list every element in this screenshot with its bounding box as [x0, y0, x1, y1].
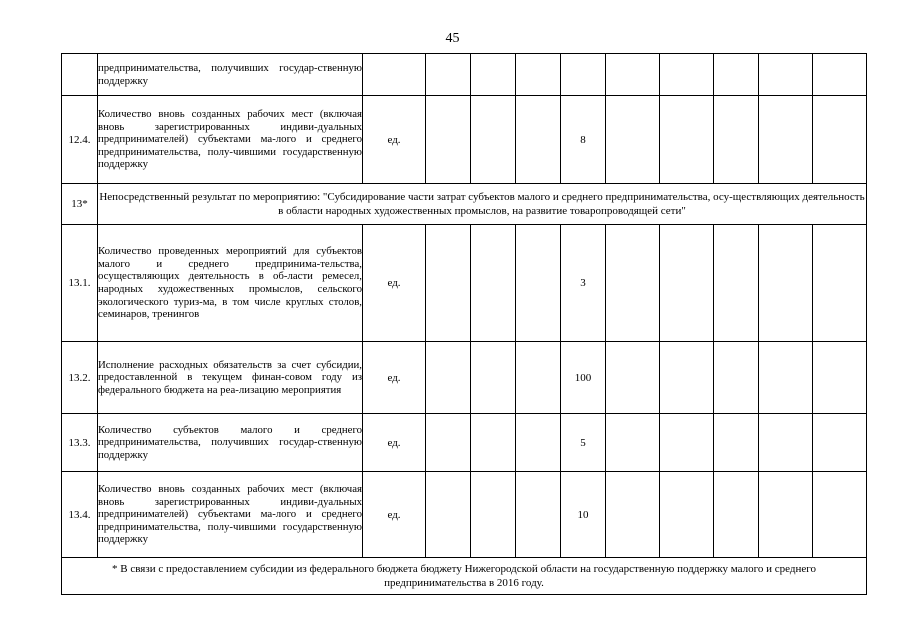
empty-cell [759, 472, 813, 558]
empty-cell [660, 342, 714, 414]
unit-cell: ед. [363, 96, 426, 184]
row-number: 12.4. [62, 96, 98, 184]
empty-cell [606, 54, 660, 96]
empty-cell [813, 472, 867, 558]
empty-cell [759, 414, 813, 472]
empty-cell [426, 225, 471, 342]
empty-cell [606, 225, 660, 342]
empty-cell [714, 54, 759, 96]
indicator-description: Исполнение расходных обязательств за счет субсидии, предоставленной в текущем финан-совом году из федерального бюджета на реа-лизацию мероприятия [98, 342, 363, 414]
indicator-description: Количество проведенных мероприятий для субъектов малого и среднего предпринима-тельства, осуществляющих деятельность в об-ласти ремесел, народных художественных промыслов, сельского экологического туриз-ма, в том числе круглых столов, семинаров, тренингов [98, 225, 363, 342]
empty-cell [426, 414, 471, 472]
value-cell: 5 [561, 414, 606, 472]
empty-cell [471, 342, 516, 414]
table-row [62, 96, 867, 184]
empty-cell [606, 472, 660, 558]
empty-cell [426, 54, 471, 96]
table-row [62, 472, 867, 558]
row-number: 13* [62, 184, 98, 225]
empty-cell [660, 472, 714, 558]
section-heading-text: Непосредственный результат по мероприятию: "Субсидирование части затрат субъектов малого и среднего предпринимательства, осу-ществляющих деятельность в области народных художественных промыслов, на развитие товаропроводящей сети" [98, 184, 867, 225]
unit-cell [363, 54, 426, 96]
empty-cell [759, 225, 813, 342]
unit-cell: ед. [363, 414, 426, 472]
empty-cell [516, 472, 561, 558]
row-number: 13.1. [62, 225, 98, 342]
value-cell: 8 [561, 96, 606, 184]
value-cell: 3 [561, 225, 606, 342]
section-heading-row [62, 184, 867, 225]
indicator-description: Количество вновь созданных рабочих мест (включая вновь зарегистрированных индиви-дуальных предпринимателей) субъектами ма-лого и среднего предпринимательства, полу-чившими государственную поддержку [98, 96, 363, 184]
indicator-description: Количество вновь созданных рабочих мест (включая вновь зарегистрированных индиви-дуальных предпринимателей) субъектами ма-лого и среднего предпринимательства, полу-чившими государственную поддержку [98, 472, 363, 558]
page-number: 45 [445, 31, 460, 46]
empty-cell [660, 96, 714, 184]
empty-cell [813, 414, 867, 472]
empty-cell [471, 96, 516, 184]
empty-cell [660, 225, 714, 342]
unit-cell: ед. [363, 472, 426, 558]
empty-cell [813, 54, 867, 96]
table-row [62, 342, 867, 414]
empty-cell [714, 472, 759, 558]
empty-cell [813, 96, 867, 184]
indicator-description: Количество субъектов малого и среднего предпринимательства, получивших государ-ственную поддержку [98, 414, 363, 472]
table-body [62, 54, 867, 558]
row-number: 13.3. [62, 414, 98, 472]
empty-cell [606, 96, 660, 184]
empty-cell [714, 342, 759, 414]
footnote-row [62, 558, 867, 595]
empty-cell [660, 414, 714, 472]
value-cell [561, 54, 606, 96]
row-number [62, 54, 98, 96]
empty-cell [606, 342, 660, 414]
empty-cell [471, 472, 516, 558]
empty-cell [471, 54, 516, 96]
empty-cell [606, 414, 660, 472]
empty-cell [813, 225, 867, 342]
empty-cell [471, 225, 516, 342]
table-row [62, 225, 867, 342]
indicator-description: предпринимательства, получивших государ-ственную поддержку [98, 54, 363, 96]
row-number: 13.4. [62, 472, 98, 558]
value-cell: 100 [561, 342, 606, 414]
empty-cell [714, 225, 759, 342]
empty-cell [714, 96, 759, 184]
table-row [62, 414, 867, 472]
empty-cell [426, 472, 471, 558]
row-number: 13.2. [62, 342, 98, 414]
empty-cell [759, 54, 813, 96]
empty-cell [714, 414, 759, 472]
empty-cell [516, 54, 561, 96]
unit-cell: ед. [363, 342, 426, 414]
empty-cell [516, 342, 561, 414]
indicators-table [61, 53, 867, 595]
empty-cell [426, 96, 471, 184]
table-row [62, 54, 867, 96]
footnote-text: * В связи с предоставлением субсидии из федерального бюджета бюджету Нижегородской области на государственную поддержку малого и среднего предпринимательства в 2016 году. [62, 558, 867, 595]
empty-cell [759, 96, 813, 184]
empty-cell [660, 54, 714, 96]
empty-cell [471, 414, 516, 472]
unit-cell: ед. [363, 225, 426, 342]
empty-cell [759, 342, 813, 414]
value-cell: 10 [561, 472, 606, 558]
empty-cell [813, 342, 867, 414]
empty-cell [516, 414, 561, 472]
empty-cell [426, 342, 471, 414]
empty-cell [516, 225, 561, 342]
empty-cell [516, 96, 561, 184]
